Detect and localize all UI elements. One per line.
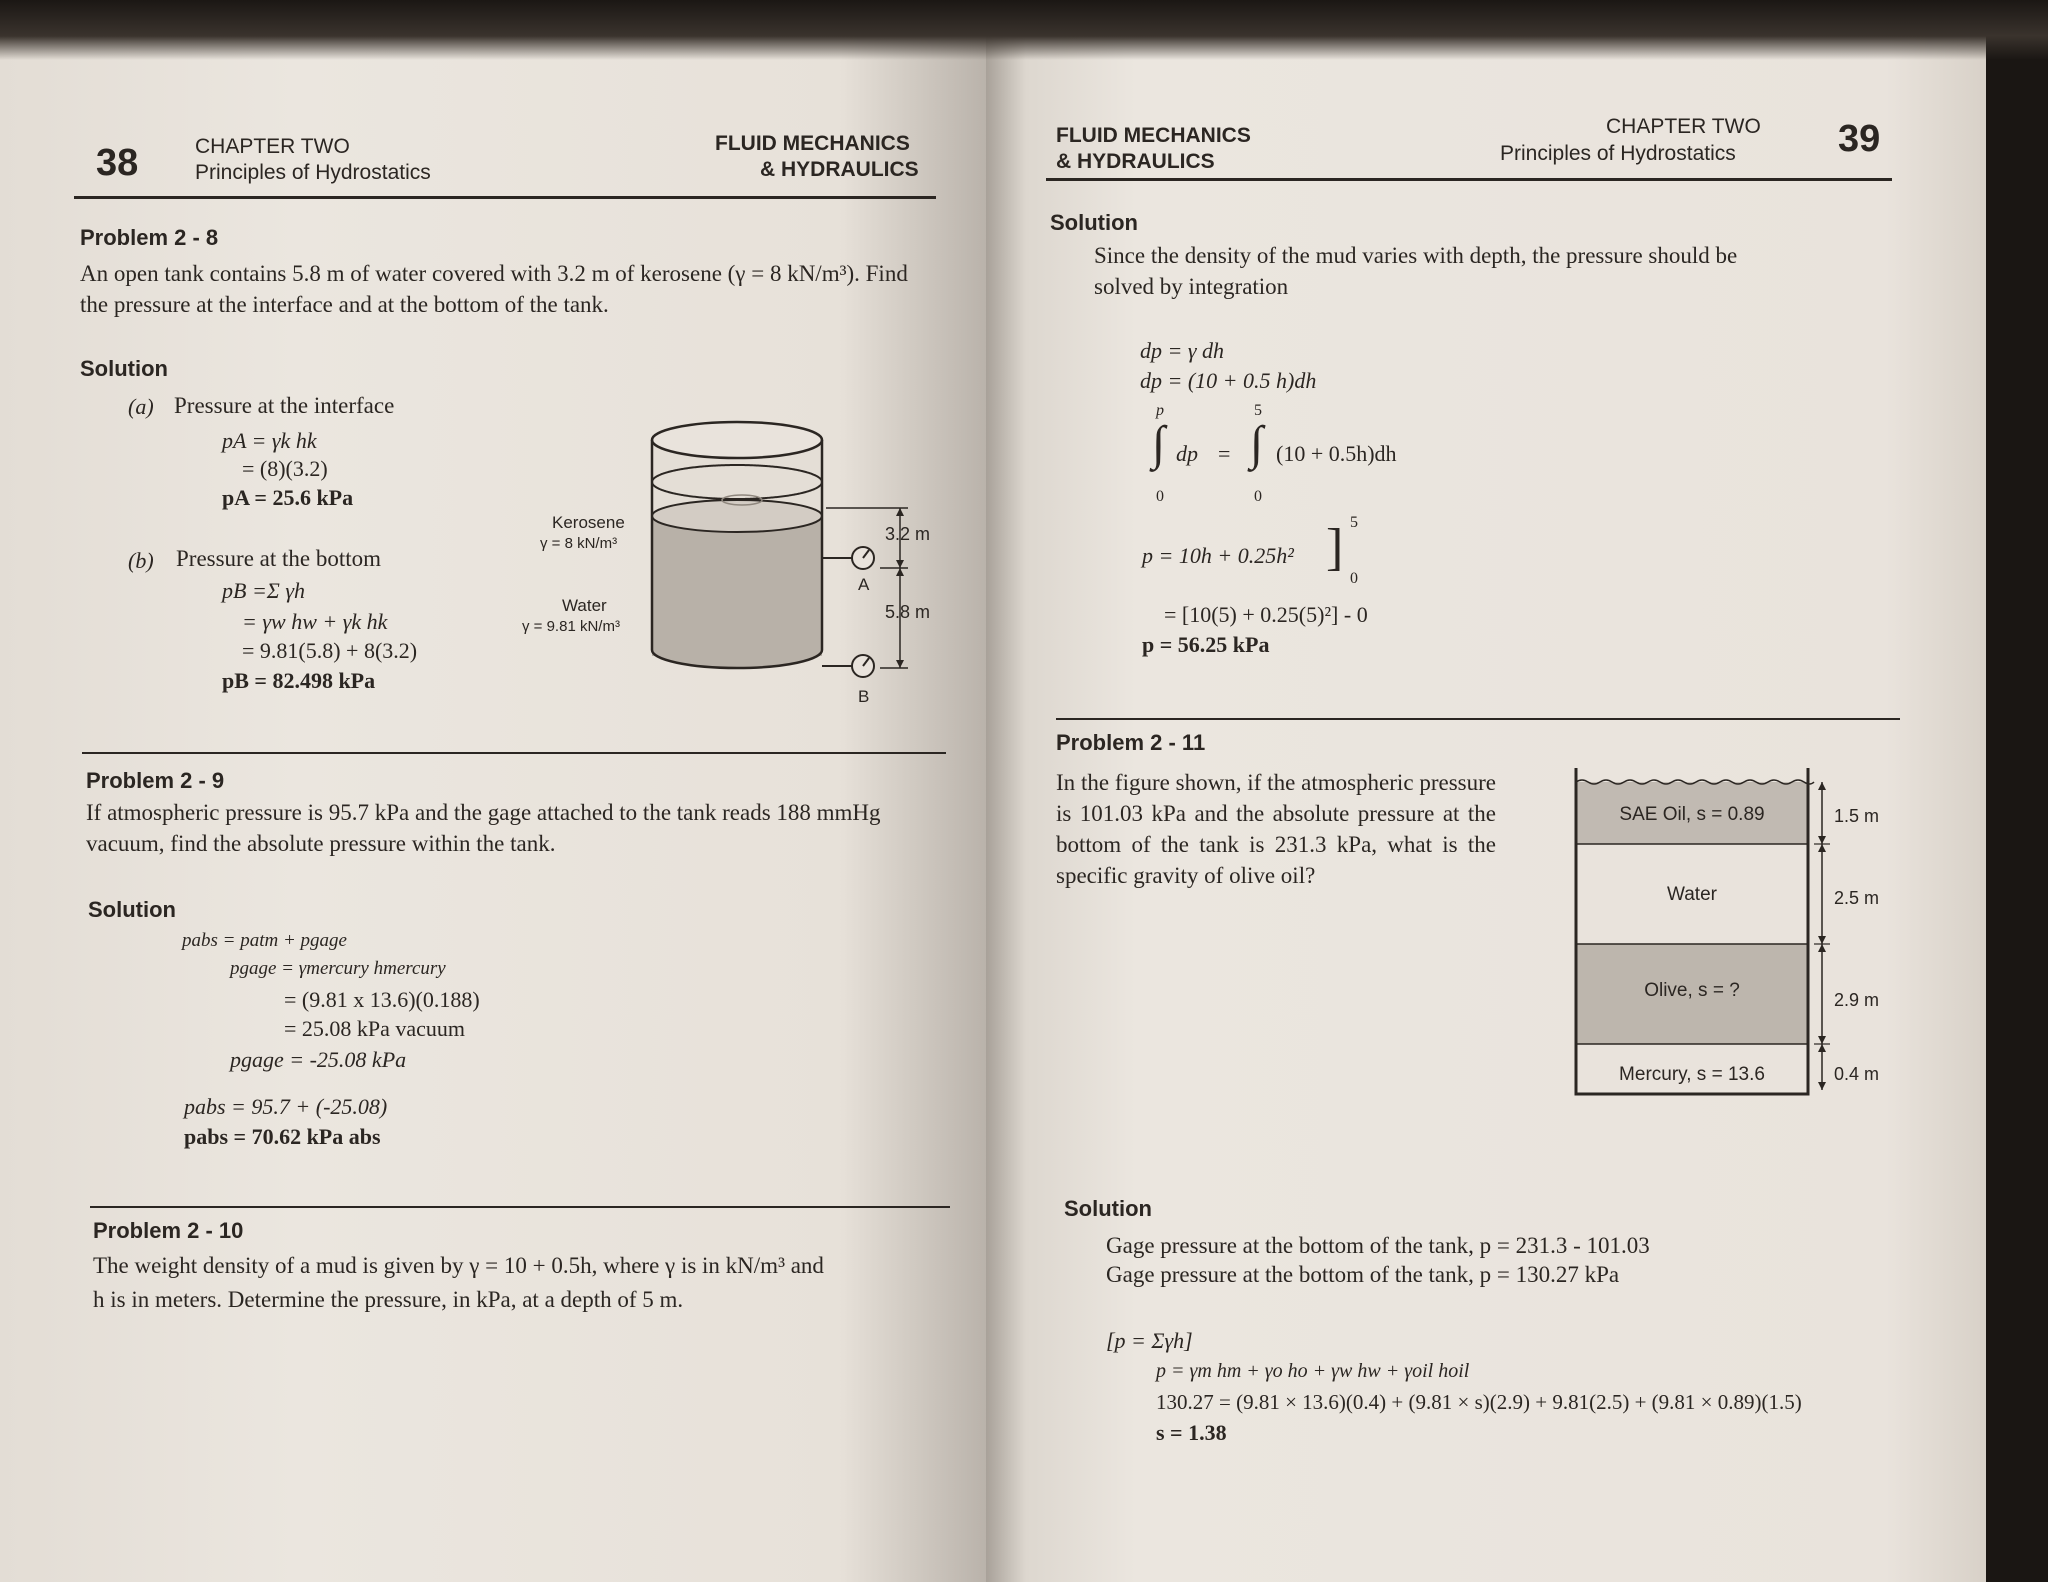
integral-upper-limit: 5 xyxy=(1254,402,1262,419)
equation: = [10(5) + 0.25(5)²] - 0 xyxy=(1164,602,1368,627)
header-rule xyxy=(74,196,936,199)
layer-label: Mercury, s = 13.6 xyxy=(1619,1064,1765,1085)
equation: pB =Σ γh xyxy=(222,578,306,603)
solution-heading: Solution xyxy=(1064,1196,1152,1221)
layer-label: Water xyxy=(1667,884,1717,905)
dimension-label: 1.5 m xyxy=(1834,806,1880,826)
kerosene-label: Kerosene xyxy=(552,513,625,532)
part-label: (a) xyxy=(128,394,154,419)
solution-text: Since the density of the mud varies with depth, the pressure should be solved by integration xyxy=(1094,243,1738,299)
problem-title: Problem 2 - 8 xyxy=(80,225,219,250)
layer-label: SAE Oil, s = 0.89 xyxy=(1619,804,1765,825)
left-page xyxy=(0,0,988,1582)
right-page xyxy=(986,0,1986,1582)
integral-sign: ∫ xyxy=(1250,417,1264,470)
equation-result: pB = 82.498 kPa xyxy=(222,668,376,693)
water-label: Water xyxy=(562,596,607,615)
dimension-label: 3.2 m xyxy=(885,524,931,544)
section-rule xyxy=(1056,718,1900,720)
page-number: 38 xyxy=(96,142,139,184)
header-rule xyxy=(1046,178,1892,181)
problem-text: In the figure shown, if the atmospheric pressure is 101.03 kPa and the absolute pressure at the bottom of the tank is 231.3 kPa, what is the specific gravity of olive oil? xyxy=(1056,770,1496,888)
integral-upper-limit: p xyxy=(1156,402,1164,419)
integral-equals: = xyxy=(1218,441,1231,466)
equation: = (9.81 x 13.6)(0.188) xyxy=(284,987,480,1012)
evaluation-lower: 0 xyxy=(1350,570,1358,587)
equation-result: pabs = 70.62 kPa abs xyxy=(184,1124,381,1149)
evaluation-bracket: ] xyxy=(1326,519,1344,576)
solution-heading: Solution xyxy=(88,897,176,922)
evaluation-upper: 5 xyxy=(1350,514,1358,531)
problem-text: An open tank contains 5.8 m of water covered with 3.2 m of kerosene (γ = 8 kN/m³). Find the pressure at the interface and at the bottom of the tank. xyxy=(80,261,908,317)
problem-title: Problem 2 - 11 xyxy=(1056,730,1206,755)
chapter-label: CHAPTER TWO xyxy=(1606,115,1761,138)
equation: [p = Σγh] xyxy=(1106,1328,1193,1353)
book-title-line2: & HYDRAULICS xyxy=(760,158,919,181)
dimension-label: 0.4 m xyxy=(1834,1064,1880,1084)
equation: pabs = patm + pgage xyxy=(182,930,347,951)
equation: pA = γk hk xyxy=(222,428,317,453)
equation: = γw hw + γk hk xyxy=(242,609,388,634)
dimension-label: 2.5 m xyxy=(1834,888,1880,908)
equation-result: s = 1.38 xyxy=(1156,1420,1227,1445)
page-number: 39 xyxy=(1838,118,1881,160)
equation-result: p = 56.25 kPa xyxy=(1142,632,1270,657)
problem-text-line1: The weight density of a mud is given by γ = 10 + 0.5h, where γ is in kN/m³ and xyxy=(93,1253,824,1278)
solution-heading: Solution xyxy=(80,356,168,381)
solution-heading: Solution xyxy=(1050,210,1138,235)
equation: = 25.08 kPa vacuum xyxy=(284,1016,466,1041)
layer-label: Olive, s = ? xyxy=(1644,980,1740,1001)
equation: pgage = γmercury hmercury xyxy=(230,958,446,979)
point-a-label: A xyxy=(858,575,870,594)
equation: p = 10h + 0.25h² xyxy=(1142,543,1294,568)
part-text: Pressure at the bottom xyxy=(176,546,382,571)
equation: pabs = 95.7 + (-25.08) xyxy=(184,1094,388,1119)
problem-title: Problem 2 - 10 xyxy=(93,1218,244,1243)
equation: dp = γ dh xyxy=(1140,338,1225,363)
problem-text: If atmospheric pressure is 95.7 kPa and the gage attached to the tank reads 188 mmHg vacuum, find the absolute pressure within the tank. xyxy=(86,800,881,856)
water-gamma: γ = 9.81 kN/m³ xyxy=(522,618,620,635)
solution-line: Gage pressure at the bottom of the tank, p = 130.27 kPa xyxy=(1106,1262,1620,1287)
equation-result: pA = 25.6 kPa xyxy=(222,485,354,510)
equation: p = γm hm + γo ho + γw hw + γoil hoil xyxy=(1156,1360,1470,1382)
problem-title: Problem 2 - 9 xyxy=(86,768,225,793)
equation: dp = (10 + 0.5 h)dh xyxy=(1140,368,1317,393)
equation: = (8)(3.2) xyxy=(242,456,328,481)
section-rule xyxy=(82,752,946,754)
book-title-line1: FLUID MECHANICS xyxy=(715,132,910,155)
dimension-label: 5.8 m xyxy=(885,602,931,622)
part-text: Pressure at the interface xyxy=(174,393,395,418)
point-b-label: B xyxy=(858,687,870,706)
integral-sign: ∫ xyxy=(1152,417,1166,470)
integral-right: (10 + 0.5h)dh xyxy=(1276,441,1397,466)
kerosene-gamma: γ = 8 kN/m³ xyxy=(540,535,618,552)
integral-left: dp xyxy=(1176,441,1198,466)
page-top-shadow xyxy=(0,0,2048,60)
problem-text-line2: h is in meters. Determine the pressure, in kPa, at a depth of 5 m. xyxy=(93,1287,684,1312)
equation: = 9.81(5.8) + 8(3.2) xyxy=(242,638,418,663)
integral-lower-limit: 0 xyxy=(1254,488,1262,505)
book-title-line2: & HYDRAULICS xyxy=(1056,150,1215,173)
layered-tank-figure xyxy=(1566,760,1926,1100)
equation: pgage = -25.08 kPa xyxy=(230,1047,407,1072)
integral-lower-limit: 0 xyxy=(1156,488,1164,505)
chapter-title: Principles of Hydrostatics xyxy=(1500,142,1736,165)
section-rule xyxy=(90,1206,950,1208)
part-label: (b) xyxy=(128,548,154,573)
book-title-line1: FLUID MECHANICS xyxy=(1056,124,1251,147)
chapter-title: Principles of Hydrostatics xyxy=(195,161,431,184)
chapter-label: CHAPTER TWO xyxy=(195,135,350,158)
equation: 130.27 = (9.81 × 13.6)(0.4) + (9.81 × s)(2.9) + 9.81(2.5) + (9.81 × 0.89)(1.5) xyxy=(1156,1390,1802,1414)
dimension-label: 2.9 m xyxy=(1834,990,1880,1010)
solution-line: Gage pressure at the bottom of the tank, p = 231.3 - 101.03 xyxy=(1106,1233,1650,1258)
tank-figure xyxy=(500,400,940,720)
